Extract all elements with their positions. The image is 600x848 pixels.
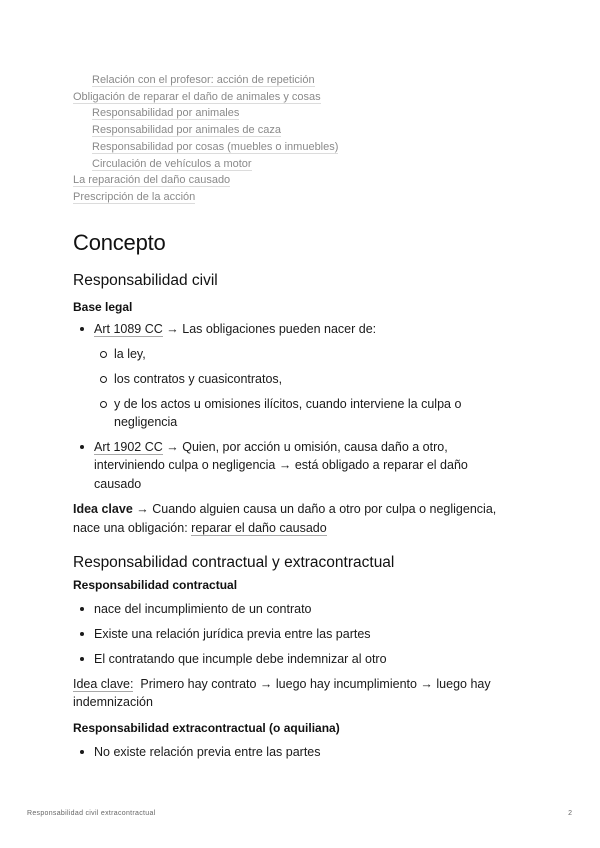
sub-list-item: la ley, [94,345,513,364]
heading-contractual: Responsabilidad contractual [73,578,238,592]
heading-extracontractual: Responsabilidad extracontractual (o aquiliana) [73,720,340,735]
subsection-title: Responsabilidad contractual y extracontractual [73,554,395,571]
subsection-title: Responsabilidad civil [73,272,218,289]
sub-list-item: los contratos y cuasicontratos, [94,370,513,389]
idea-clave-paragraph [73,500,513,537]
page-number: 2 [568,810,572,817]
arrow-icon: → [136,502,153,516]
paragraph-text: Cuando alguien causa un daño a otro por culpa o negligencia, nace una obligación: [73,502,497,535]
toc-link[interactable]: Responsabilidad por animales de caza [92,124,281,137]
toc-link[interactable]: Prescripción de la acción [73,190,196,203]
sub-list [94,345,513,432]
base-legal-list [73,320,513,493]
reparar-link[interactable]: reparar el daño causado [191,520,327,535]
list-item [73,438,513,494]
footer-title: Responsabilidad civil extracontractual [27,810,156,817]
extracontractual-list [73,743,513,762]
toc-link[interactable]: Obligación de reparar el daño de animales y cosas [73,90,321,103]
paragraph-text: Primero hay contrato → luego hay incumplimiento → luego hay indemnización [73,676,491,709]
art-1902-link[interactable]: Art 1902 CC [94,439,163,454]
list-item: El contratando que incumple debe indemnizar al otro [73,650,513,669]
contractual-list [73,600,513,669]
document-content [73,228,513,761]
list-item: nace del incumplimiento de un contrato [73,600,513,619]
arrow-icon: → [166,322,183,336]
toc-link[interactable]: Circulación de vehículos a motor [92,157,252,170]
arrow-icon: → [166,439,183,454]
toc-link[interactable]: Responsabilidad por animales [92,107,240,120]
section-title: Concepto [73,230,166,255]
toc-link[interactable]: La reparación del daño causado [73,174,231,187]
toc-link[interactable]: Responsabilidad por cosas (muebles o inmuebles) [92,140,339,153]
sub-list-item: y de los actos u omisiones ilícitos, cuando interviene la culpa o negligencia [94,395,513,432]
idea-clave-label: Idea clave [73,502,133,516]
list-item-text: Quien, por acción u omisión, causa daño a otro, interviniendo culpa o negligencia → está obligado a reparar el daño causado [94,439,468,491]
list-item: No existe relación previa entre las partes [73,743,513,762]
art-1089-link[interactable]: Art 1089 CC [94,322,163,336]
heading-base-legal: Base legal [73,300,133,314]
idea-clave-paragraph [73,675,513,712]
table-of-contents [73,72,493,206]
toc-link[interactable]: Relación con el profesor: acción de repetición [92,74,315,86]
list-item-text: Las obligaciones pueden nacer de: [182,322,377,336]
list-item: Existe una relación jurídica previa entre las partes [73,625,513,644]
list-item [73,320,513,432]
idea-clave-label: Idea clave: [73,676,134,691]
